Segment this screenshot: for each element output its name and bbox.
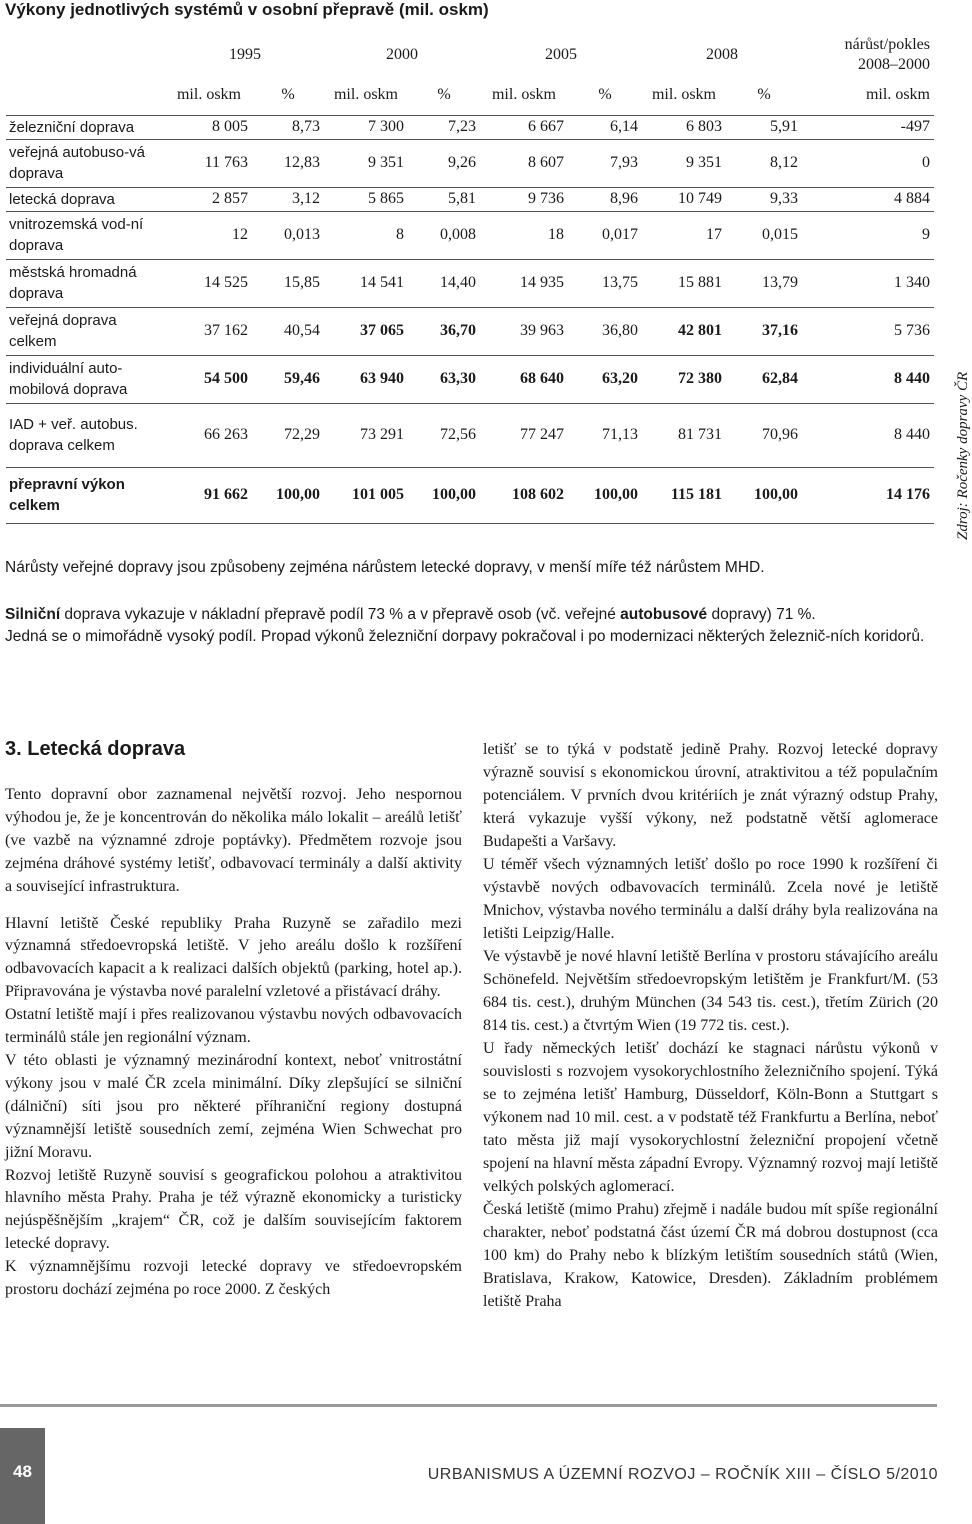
table-cell: 37 162 (166, 307, 252, 355)
table-body (6, 115, 934, 523)
table-cell: 42 801 (642, 307, 726, 355)
table-cell: 14 935 (480, 259, 568, 307)
paragraph: Hlavní letiště České republiky Praha Ruzyně se zařadilo mezi významná středoevropská letiště. V jeho areálu došlo k rozšíření odbavovacích kapacit a k realizaci dalších objektů (parking, hotel ap.). Připravována je výstavba nové paralelní vzletové a přistávací dráhy. (5, 914, 462, 1001)
unit-abs-header: mil. oskm (491, 86, 556, 104)
row-label: vnitrozemská vod-ní doprava (6, 211, 166, 259)
right-column (483, 738, 938, 1313)
table-cell: 7,93 (568, 139, 642, 187)
table-cell: 5,81 (408, 187, 480, 211)
table-cell: 3,12 (252, 187, 324, 211)
bold-term: Silniční (5, 606, 61, 623)
paragraph: Rozvoj letiště Ruzyně souvisí s geografickou polohou a atraktivitou hlavního města Prahy. Praha je též výrazně ekonomicky a turisticky nejúspěšnějším „krajem“ ČR, což je dalším souvisejícím faktorem letecké dopravy. (5, 1166, 462, 1253)
year-header: 2005 (545, 46, 577, 63)
table-cell: 12,83 (252, 139, 324, 187)
table-cell: 0 (802, 139, 934, 187)
unit-abs-header: mil. oskm (651, 86, 716, 104)
paragraph: letišť se to týká v podstatě jedině Prahy. Rozvoj letecké dopravy výrazně souvisí s ekonomickou úrovní, atraktivitou a též populačním potenciálem. V prvních dvou kritériích je znát výrazný odstup Prahy, která vykazuje vyšší výkony, než podstatně větší aglomerace Budapešti a Varšavy. (483, 741, 938, 850)
table-cell: 68 640 (480, 355, 568, 403)
row-label: veřejná autobuso-vá doprava (6, 139, 166, 187)
table-cell: 100,00 (568, 467, 642, 523)
paragraph-increase: Nárůsty veřejné dopravy jsou způsobeny zejména nárůstem letecké dopravy, v menší míře též nárůstem MHD. (5, 559, 765, 576)
unit-pct-header: % (437, 85, 451, 103)
table-cell: 62,84 (726, 355, 802, 403)
year-header: 2000 (386, 46, 418, 63)
paragraph: V této oblasti je významný mezinárodní kontext, neboť vnitrostátní výkony jsou v malé ČR zcela minimální. Díky zlepšující se silniční (dálniční) síti jsou pro některé příhraniční regiony dostupná významnější letiště sousedních zemí, zejména Wien Schwechat pro jižní Moravu. (5, 1051, 462, 1161)
table-cell: 18 (480, 211, 568, 259)
table-cell: 6,14 (568, 115, 642, 139)
table-cell: 13,75 (568, 259, 642, 307)
table-cell: 9 736 (480, 187, 568, 211)
table-cell: 54 500 (166, 355, 252, 403)
table-cell: 7 300 (324, 115, 408, 139)
table-cell: 0,013 (252, 211, 324, 259)
paragraph: Česká letiště (mimo Prahu) zřejmě i nadále budou mít spíše regionální charakter, neboť podstatná část území ČR má dobrou dostupnost (cca 100 km) do Prahy nebo k blízkým letištím sousedních států (Wien, Bratislava, Krakow, Katowice, Dresden). Základním problémem letiště Praha (483, 1201, 938, 1310)
page-number: 48 (13, 1462, 32, 1481)
table-cell: 4 884 (802, 187, 934, 211)
table-cell: 101 005 (324, 467, 408, 523)
table-cell: 14 176 (802, 467, 934, 523)
table-cell: 71,13 (568, 403, 642, 467)
left-column (5, 784, 462, 1302)
table-row (6, 187, 934, 211)
table-cell: 14 525 (166, 259, 252, 307)
table-cell: 63,20 (568, 355, 642, 403)
table-cell: 8 (324, 211, 408, 259)
table-cell: 11 763 (166, 139, 252, 187)
table-cell: 6 667 (480, 115, 568, 139)
table-cell: -497 (802, 115, 934, 139)
table-cell: 15,85 (252, 259, 324, 307)
table-cell: 100,00 (408, 467, 480, 523)
table-cell: 0,008 (408, 211, 480, 259)
table-cell: 8,12 (726, 139, 802, 187)
unit-pct-header: % (598, 85, 612, 103)
table-cell: 8 005 (166, 115, 252, 139)
table-cell: 100,00 (726, 467, 802, 523)
table-cell: 1 340 (802, 259, 934, 307)
table-cell: 5,91 (726, 115, 802, 139)
table-cell: 72 380 (642, 355, 726, 403)
table-cell: 8,73 (252, 115, 324, 139)
growth-header: nárůst/pokles 2008–2000 (844, 36, 930, 73)
table-cell: 91 662 (166, 467, 252, 523)
table-row (6, 307, 934, 355)
table-row (6, 403, 934, 467)
bold-term: autobusové (620, 606, 708, 623)
table-cell: 2 857 (166, 187, 252, 211)
table-cell: 12 (166, 211, 252, 259)
table-cell: 108 602 (480, 467, 568, 523)
section-heading: 3. Letecká doprava (5, 738, 186, 760)
table-cell: 36,70 (408, 307, 480, 355)
table-cell: 10 749 (642, 187, 726, 211)
footer-rule (0, 1404, 937, 1407)
year-header: 2008 (706, 46, 738, 63)
table-cell: 115 181 (642, 467, 726, 523)
paragraph: K významnějšímu rozvoji letecké dopravy ve středoevropském prostoru dochází zejména po roce 2000. Z českých (5, 1258, 462, 1299)
table-cell: 63 940 (324, 355, 408, 403)
table-cell: 59,46 (252, 355, 324, 403)
table-cell: 14 541 (324, 259, 408, 307)
table-cell: 6 803 (642, 115, 726, 139)
table-cell: 17 (642, 211, 726, 259)
paragraph: U téměř všech významných letišť došlo po roce 1990 k rozšíření či výstavbě nových odbavovacích terminálů. Zcela nové je letiště Mnichov, výstavba nového terminálu a další dráhy byla realizována na letišti Leipzig/Halle. (483, 856, 938, 942)
table-cell: 40,54 (252, 307, 324, 355)
table-cell: 0,015 (726, 211, 802, 259)
table-cell: 36,80 (568, 307, 642, 355)
table-cell: 0,017 (568, 211, 642, 259)
unit-abs-header: mil. oskm (333, 86, 398, 104)
row-label: městská hromadná doprava (6, 259, 166, 307)
table-cell: 8 440 (802, 403, 934, 467)
table-cell: 39 963 (480, 307, 568, 355)
row-label: přepravní výkon celkem (6, 467, 166, 523)
paragraph: U řady německých letišť dochází ke stagnaci nárůstu výkonů v souvislosti s rozvojem vysokorychlostního železničního spojení. Týká se to zejména letišť Hamburg, Düsseldorf, Köln-Bonn a Stuttgart s výkonem nad 10 mil. cest. a v podstatě též Frankfurtu a Berlína, neboť tato města již mají vysokorychlostní železniční propojení včetně spojení na hlavní města západní Evropy. Významný rozvoj mají letiště velkých polských aglomerací. (483, 1040, 938, 1195)
table-row (6, 467, 934, 523)
paragraph: Ostatní letiště mají i přes realizovanou výstavbu nových odbavovacích terminálů stále jen regionální význam. (5, 1006, 462, 1047)
table-cell: 14,40 (408, 259, 480, 307)
table-cell: 8 607 (480, 139, 568, 187)
transport-performance-table (6, 35, 934, 524)
row-label: IAD + veř. autobus. doprava celkem (6, 403, 166, 467)
table-cell: 8 440 (802, 355, 934, 403)
journal-footer: URBANISMUS A ÚZEMNÍ ROZVOJ – ROČNÍK XIII – ČÍSLO 5/2010 (427, 1466, 938, 1483)
table-cell: 73 291 (324, 403, 408, 467)
row-label: veřejná doprava celkem (6, 307, 166, 355)
table-cell: 9,26 (408, 139, 480, 187)
table-cell: 77 247 (480, 403, 568, 467)
paragraph-road: Silniční doprava vykazuje v nákladní přepravě podíl 73 % a v přepravě osob (vč. veřejné autobusové dopravy) 71 %. Jedná se o mimořádně vysoký podíl. Propad výkonů železniční dorpavy pokračoval i po modernizaci některých železnič-ních koridorů. (5, 606, 925, 645)
unit-pct-header: % (757, 85, 771, 103)
table-cell: 9 (802, 211, 934, 259)
row-label: individuální auto-mobilová doprava (6, 355, 166, 403)
table-cell: 72,56 (408, 403, 480, 467)
table-row (6, 115, 934, 139)
paragraph: Tento dopravní obor zaznamenal největší rozvoj. Jeho nespornou výhodou je, že je koncentrován do několika málo lokalit – areálů letišť (ve vazbě na významné zdroje poptávky). Předmětem rozvoje jsou zejména dráhové systémy letišť, odbavovací terminály a další aktivity a související infrastruktura. (5, 786, 462, 895)
table-cell: 9 351 (642, 139, 726, 187)
table-cell: 72,29 (252, 403, 324, 467)
table-title: Výkony jednotlivých systémů v osobní přepravě (mil. oskm) (5, 0, 489, 19)
table-cell: 81 731 (642, 403, 726, 467)
table-row (6, 355, 934, 403)
table-cell: 66 263 (166, 403, 252, 467)
table-row (6, 211, 934, 259)
table-cell: 37 065 (324, 307, 408, 355)
unit-pct-header: % (281, 85, 295, 103)
year-header: 1995 (229, 46, 261, 63)
row-label: železniční doprava (6, 115, 166, 139)
table-row (6, 139, 934, 187)
table-cell: 13,79 (726, 259, 802, 307)
unit-abs-header: mil. oskm (865, 85, 930, 103)
table-cell: 100,00 (252, 467, 324, 523)
table-cell: 70,96 (726, 403, 802, 467)
table-cell: 9 351 (324, 139, 408, 187)
table-cell: 15 881 (642, 259, 726, 307)
table-source: Zdroj: Ročenky dopravy ČR (955, 371, 971, 540)
table-cell: 5 865 (324, 187, 408, 211)
table-cell: 7,23 (408, 115, 480, 139)
unit-abs-header: mil. oskm (176, 86, 241, 104)
table-cell: 9,33 (726, 187, 802, 211)
table-cell: 8,96 (568, 187, 642, 211)
table-cell: 37,16 (726, 307, 802, 355)
table-row (6, 259, 934, 307)
row-label: letecká doprava (6, 187, 166, 211)
paragraph: Ve výstavbě je nové hlavní letiště Berlína v prostoru stávajícího areálu Schönefeld. Největším středoevropským letištěm je Frankfurt/M. (53 684 tis. cest.), druhým München (34 543 tis. cest.), třetím Zürich (20 814 tis. cest.) a čtvrtým Wien (19 772 tis. cest.). (483, 948, 938, 1034)
table-cell: 63,30 (408, 355, 480, 403)
table-cell: 5 736 (802, 307, 934, 355)
